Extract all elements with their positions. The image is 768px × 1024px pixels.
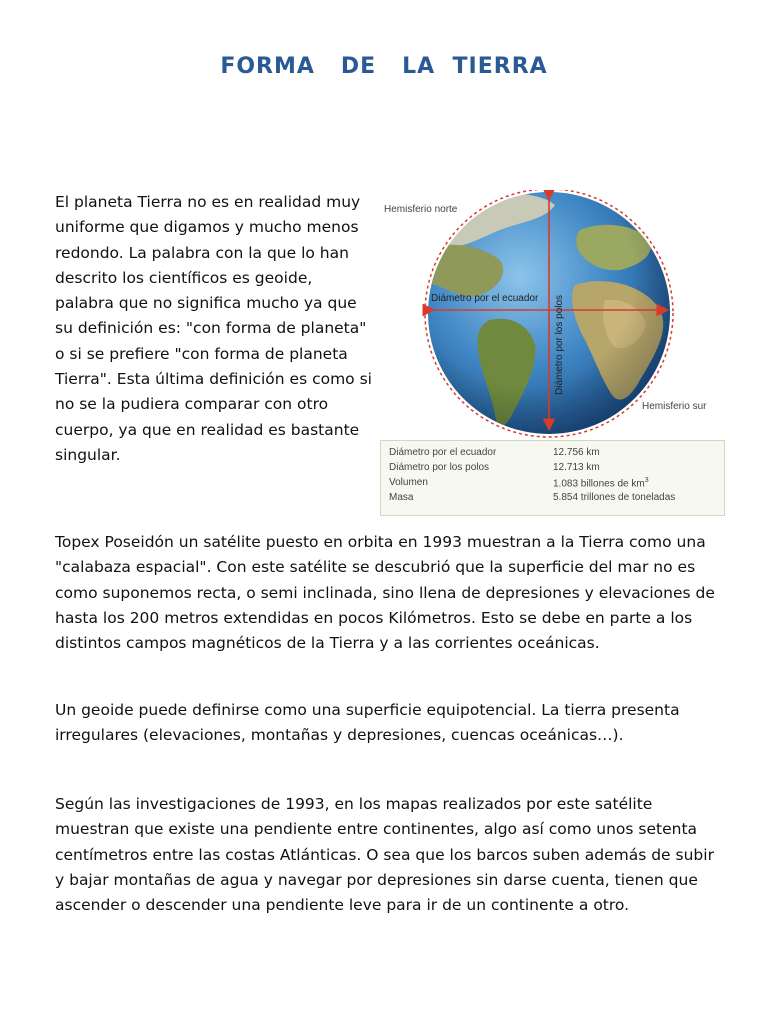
- earth-figure: [380, 190, 725, 520]
- body-paragraph-investigaciones: Según las investigaciones de 1993, en los mapas realizados por este satélite muestran que existe una pendiente entre continentes, algo así como unos setenta centímetros entre las costas Atlánticas. O sea que los barcos suben además de subir y bajar montañas de agua y navegar por depresiones sin darse cuenta, tienen que ascender o descender una pendiente leve para ir de un continente a otro.: [55, 795, 714, 915]
- table-label: Diámetro por los polos: [389, 462, 490, 473]
- table-value: 12.713 km: [553, 462, 600, 473]
- table-value: 12.756 km: [553, 447, 600, 458]
- table-label: Diámetro por el ecuador: [389, 447, 497, 458]
- table-label: Masa: [389, 492, 414, 503]
- body-paragraph-geoide: Un geoide puede definirse como una superficie equipotencial. La tierra presenta irregulares (elevaciones, montañas y depresiones, cuencas oceánicas…).: [55, 701, 680, 745]
- label-south-hemisphere: Hemisferio sur: [642, 401, 707, 412]
- label-north-hemisphere: Hemisferio norte: [384, 204, 458, 215]
- label-poles-diameter: Diámetro por los polos: [554, 294, 565, 395]
- page-title: FORMA DE LA TIERRA: [220, 54, 548, 79]
- label-equator-diameter: Diámetro por el ecuador: [431, 293, 539, 304]
- body-paragraph-topex: Topex Poseidón un satélite puesto en orbita en 1993 muestran a la Tierra como una "calabaza espacial". Con este satélite se descubrió que la superficie del mar no es como suponemos recta, o semi inclinada, sino llena de depresiones y elevaciones de hasta los 200 metros extendidas en pocos Kilómetros. Esto se debe en parte a los distintos campos magnéticos de la Tierra y a las corrientes oceánicas.: [55, 533, 715, 653]
- table-label: Volumen: [389, 477, 428, 488]
- volume-exponent: 3: [644, 477, 649, 484]
- continents: [417, 192, 670, 434]
- volume-value: 1.083 billones de km: [553, 478, 645, 490]
- earth-data-table: [380, 440, 725, 516]
- table-value: 5.854 trillones de toneladas: [553, 492, 676, 503]
- table-value-volume: [553, 477, 649, 489]
- intro-paragraph: El planeta Tierra no es en realidad muy uniforme que digamos y mucho menos redondo. La palabra con la que lo han descrito los científicos es geoide, palabra que no significa mucho ya que su definición es: "con forma de planeta" o si se prefiere "con forma de planeta Tierra". Esta última definición es como si no se la pudiera comparar con otro cuerpo, ya que en realidad es bastante singular.: [55, 193, 372, 464]
